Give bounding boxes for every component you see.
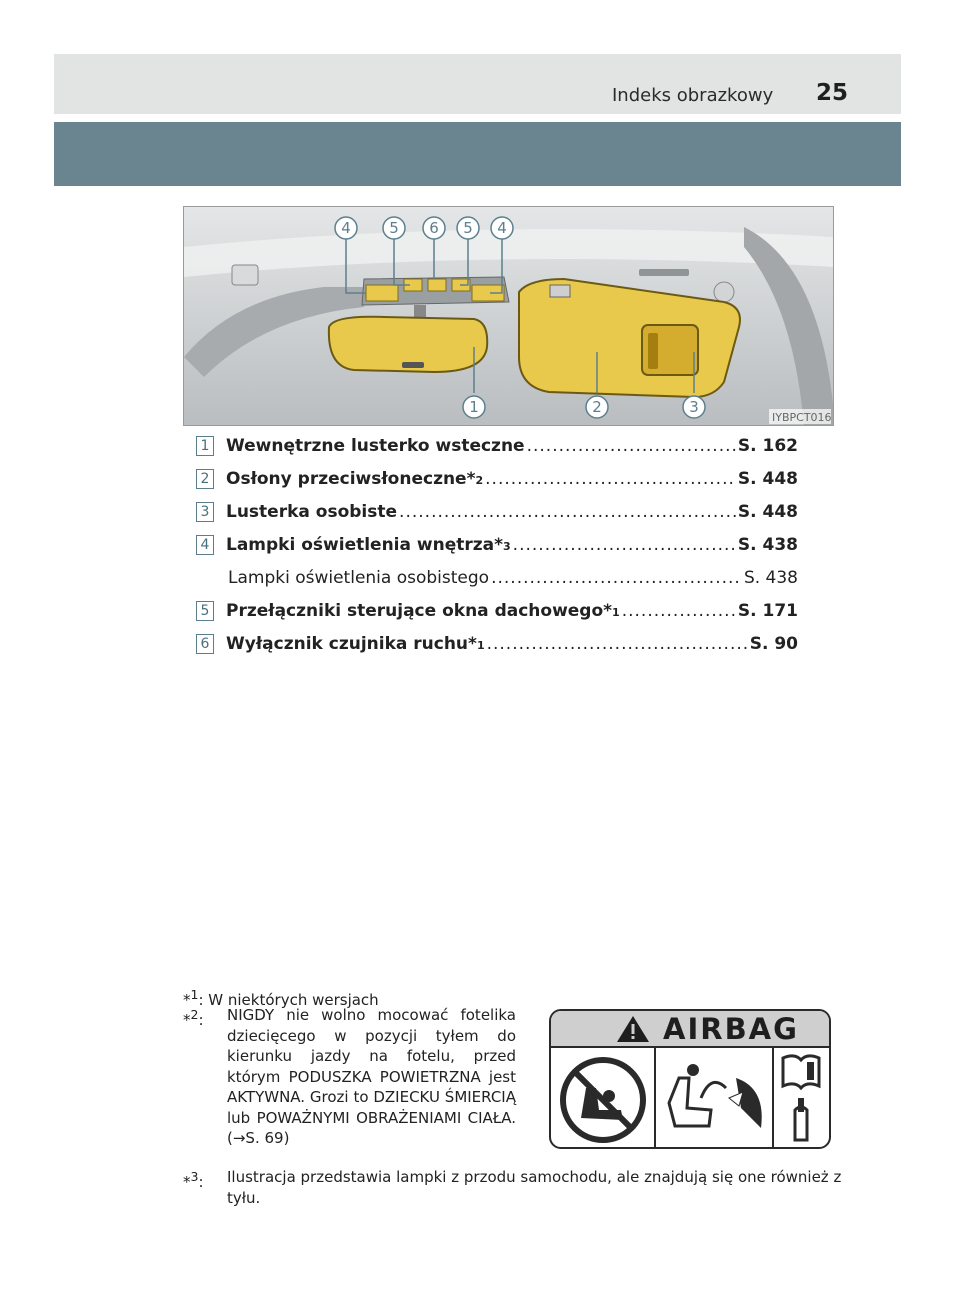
footnote-sup: 1 [190,987,199,1002]
list-item [196,498,806,531]
list-item [196,630,806,663]
list-subitem [196,564,806,597]
callout-label: 6 [429,219,439,237]
footnote-label: * [183,1173,191,1191]
airbag-deploy-icon [669,1064,762,1128]
illustration-code: IYBPCT016 [772,411,832,424]
item-number: 3 [196,502,214,522]
page-ref-link[interactable]: S. 90 [749,634,798,654]
footnote-marker: 1 [476,639,485,652]
header-band [54,122,901,186]
airbag-title: AIRBAG [663,1012,799,1046]
item-label: Wewnętrzne lusterko wsteczne [226,436,525,456]
footnote-sup: 2 [190,1007,199,1022]
read-manual-icon [783,1056,819,1140]
airbag-label-header [551,1011,829,1048]
item-label: Osłony przeciwsłoneczne* [226,469,476,489]
page-ref-link[interactable]: S. 438 [737,535,798,555]
header-bar [54,54,901,114]
item-list [196,432,806,663]
callout-label: 2 [592,398,602,416]
footnote-sup: 3 [190,1169,199,1184]
page-ref-link[interactable]: S. 438 [743,568,798,588]
item-label: Przełączniki sterujące okna dachowego* [226,601,613,621]
footnote-text: Ilustracja przedstawia lampki z przodu samochodu, ale znajdują się one również z tyłu. [227,1168,842,1207]
page-ref-link[interactable]: S. 448 [737,469,798,489]
footnote-label: * [183,1011,191,1029]
list-item [196,465,806,498]
footnote-marker: 1 [612,606,620,619]
list-item [196,531,806,564]
page-ref-link[interactable]: S. 162 [737,436,798,456]
callout-label: 4 [341,219,351,237]
ceiling-illustration [183,206,834,426]
list-item [196,432,806,465]
footnote-text: : W niektórych wersjach [198,991,379,1009]
callout-label: 3 [689,398,699,416]
item-label: Lampki oświetlenia osobistego [228,568,490,588]
footnote-marker: 3 [503,540,511,553]
page-ref-link[interactable]: S. 171 [737,601,798,621]
item-label: Wyłącznik czujnika ruchu* [226,634,477,654]
item-number: 6 [196,634,214,654]
callout-label: 4 [497,219,507,237]
no-rear-facing-child-seat-icon [563,1060,643,1140]
page-ref-link[interactable]: S. 448 [737,502,798,522]
section-title: Indeks obrazkowy [612,85,774,106]
callout-label: 5 [463,219,473,237]
page-number: 25 [816,80,849,106]
airbag-pictograms [551,1048,829,1149]
item-number: 2 [196,469,214,489]
footnote-text: NIGDY nie wolno mocować fotelika dziecięcego w pozycji tyłem do kierunku jazdy na fotelu, przed którym PODUSZKA POWIETRZNA jest AKTYWNA. Grozi to DZIECKU ŚMIERCIĄ lub POWAŻNYMI OBRAŻENIAMI CIAŁA. (→S. 69) [227,1006,516,1147]
footnote-label: * [183,991,191,1009]
item-number: 4 [196,535,214,555]
item-number: 1 [196,436,214,456]
ceiling-drawing [184,207,834,426]
item-label: Lusterka osobiste [226,502,398,522]
footnote-marker: 2 [475,474,484,487]
airbag-warning-label [549,1009,831,1149]
item-number: 5 [196,601,214,621]
airbag-label-body [551,1048,829,1149]
callout-label: 5 [389,219,399,237]
list-item [196,597,806,630]
item-label: Lampki oświetlenia wnętrza* [226,535,504,555]
warning-triangle-icon [613,1013,653,1045]
callout-label: 1 [469,398,479,416]
